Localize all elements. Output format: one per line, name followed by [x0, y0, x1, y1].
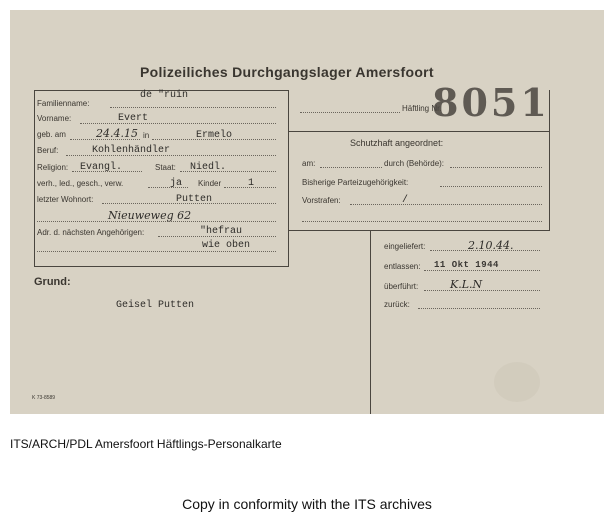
geb-place-value: Ermelo	[196, 130, 233, 141]
wohnort-label: letzter Wohnort:	[37, 195, 94, 204]
main-vertical-rule	[370, 230, 371, 414]
durch-label: durch (Behörde):	[384, 159, 445, 168]
am-label: am:	[302, 159, 316, 168]
kinder-value: 1	[248, 178, 255, 189]
schutzhaft-heading: Schutzhaft angeordnet:	[350, 138, 444, 148]
ueberfuehrt-dotted-line	[424, 290, 540, 291]
familienname-dotted-line	[110, 107, 276, 108]
kinder-label: Kinder	[198, 179, 222, 188]
adr-value-line2: wie oben	[202, 240, 251, 251]
familienname-label: Familienname:	[37, 99, 90, 108]
adr-label: Adr. d. nächsten Angehörigen:	[37, 228, 145, 237]
center-vertical-rule	[288, 90, 289, 267]
geb-label: geb. am	[37, 130, 66, 139]
street-dotted-line	[37, 221, 276, 222]
adr-value-line1: "hefrau	[200, 226, 243, 237]
ueberfuehrt-value: K.L.N	[450, 278, 483, 291]
beruf-label: Beruf:	[37, 146, 59, 155]
wohnort-value: Putten	[176, 194, 213, 205]
geb-date-value: 24.4.15	[96, 127, 138, 140]
vorname-label: Vorname:	[37, 114, 72, 123]
zurueck-dotted-line	[418, 308, 540, 309]
vorstrafen-value: /	[402, 195, 409, 206]
left-box-bottom-rule	[34, 266, 288, 267]
source-caption: ITS/ARCH/PDL Amersfoort Häftlings-Personalkarte	[10, 437, 282, 451]
conformity-caption: Copy in conformity with the ITS archives	[182, 496, 432, 512]
staat-dotted-line	[180, 171, 276, 172]
ueberfuehrt-label: überführt:	[384, 282, 419, 291]
eingeliefert-value: 2.10.44.	[468, 239, 514, 252]
grund-label: Grund:	[34, 276, 71, 288]
beruf-value: Kohlenhändler	[92, 145, 171, 156]
entlassen-dotted-line	[424, 270, 540, 271]
card-print-number: K 73-8589	[32, 395, 56, 401]
haeftling-dotted-line	[300, 112, 400, 113]
wohnort-dotted-line	[102, 203, 276, 204]
right-lower-rule	[288, 230, 550, 231]
partei-dotted-line	[440, 186, 542, 187]
familienname-value: de "ruin	[140, 90, 189, 101]
religion-value: Evangl.	[80, 162, 123, 173]
staat-label: Staat:	[155, 163, 176, 172]
grund-value: Geisel Putten	[116, 300, 195, 311]
haeftling-number-stamp: 8051	[432, 80, 550, 125]
adr-dotted-line1	[158, 236, 276, 237]
vorstrafen-label: Vorstrafen:	[302, 196, 341, 205]
vorname-value: Evert	[118, 113, 149, 124]
am-dotted-line	[320, 167, 382, 168]
beruf-dotted-line	[66, 155, 276, 156]
religion-label: Religion:	[37, 163, 69, 172]
kinder-dotted-line	[224, 187, 276, 188]
card-title: Polizeiliches Durchgangslager Amersfoort	[140, 64, 434, 80]
prisoner-registration-card	[10, 10, 604, 414]
geb-place-dotted-line	[152, 139, 276, 140]
zurueck-label: zurück:	[384, 300, 410, 309]
right-blank-dotted-line	[302, 221, 542, 222]
durch-dotted-line	[450, 167, 542, 168]
verh-value: ja	[170, 178, 183, 189]
right-mid-rule	[288, 131, 550, 132]
street-value: Nieuweweg 62	[108, 209, 192, 222]
staat-value: Niedl.	[190, 162, 227, 173]
verh-label: verh., led., gesch., verw.	[37, 179, 124, 188]
entlassen-stamp: 11 Okt 1944	[434, 260, 499, 270]
left-box-left-rule	[34, 90, 35, 267]
eingeliefert-label: eingeliefert:	[384, 242, 426, 251]
vorstrafen-dotted-line	[350, 204, 542, 205]
vorname-dotted-line	[80, 123, 276, 124]
entlassen-label: entlassen:	[384, 262, 421, 271]
adr-dotted-line2	[37, 251, 276, 252]
religion-dotted-line	[72, 171, 142, 172]
partei-label: Bisherige Parteizugehörigkeit:	[302, 178, 409, 187]
geb-date-dotted-line	[70, 139, 140, 140]
faded-stain	[494, 362, 540, 402]
verh-dotted-line	[148, 187, 188, 188]
haeftling-label: Häftling Nr.	[402, 104, 442, 113]
geb-in-label: in	[143, 131, 150, 140]
eingeliefert-dotted-line	[430, 250, 540, 251]
